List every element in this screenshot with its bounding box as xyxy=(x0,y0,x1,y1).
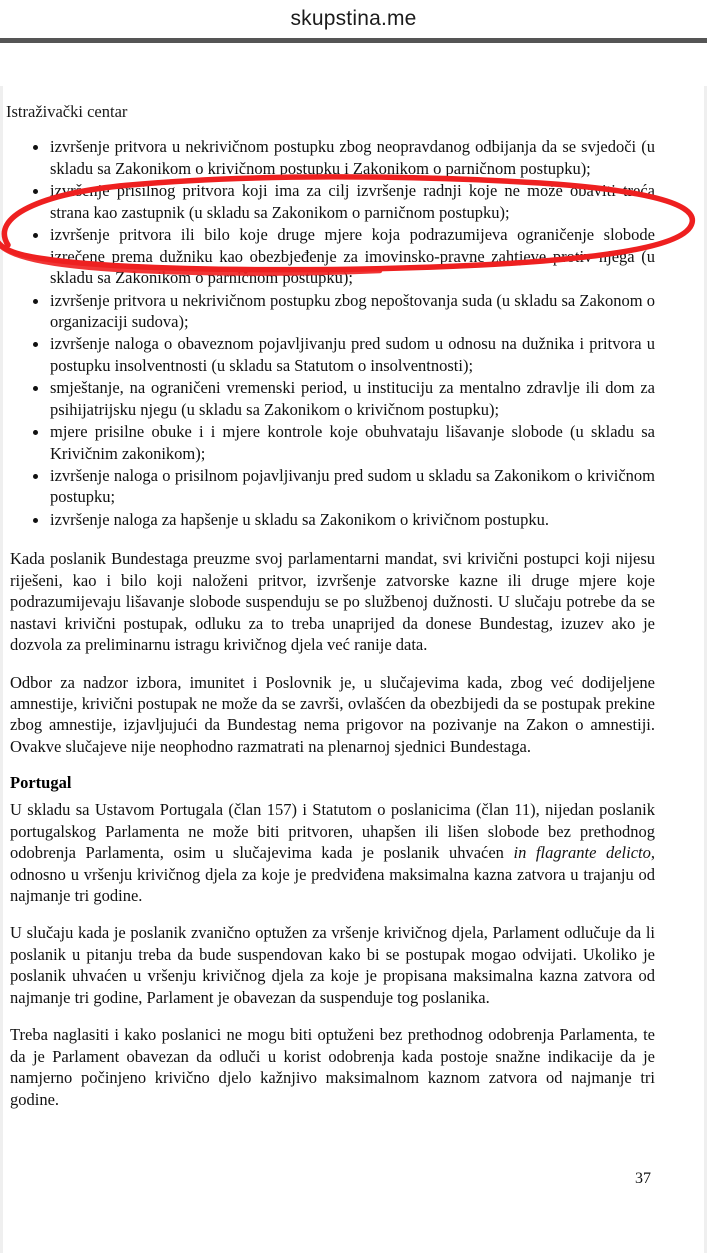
paragraph xyxy=(6,799,697,906)
text-run: , odnosno u vršenju krivičnog djela za koje je predviđena maksimalna kazna zatvora u trajanju od najmanje tri godine. xyxy=(10,843,655,905)
list-item: izvršenje prisilnog pritvora koji ima za cilj izvršenje radnji koje ne može obaviti treća strana kao zastupnik (u skladu sa Zakonikom o parničnom postupku); xyxy=(6,180,697,223)
list-item: smještanje, na ograničeni vremenski period, u instituciju za mentalno zdravlje ili dom za psihijatrijsku njegu (u skladu sa Zakonikom o krivičnom postupku); xyxy=(6,377,697,420)
italic-phrase: in flagrante delicto xyxy=(513,843,651,863)
browser-title-bar xyxy=(0,0,707,38)
running-header: Istraživački centar xyxy=(6,102,128,121)
list-item: izvršenje pritvora u nekrivičnom postupku zbog nepoštovanja suda (u skladu sa Zakonom o organizaciji sudova); xyxy=(6,290,697,333)
list-item: izvršenje naloga za hapšenje u skladu sa Zakonikom o krivičnom postupku. xyxy=(6,509,697,530)
paragraph xyxy=(6,922,697,1008)
paragraph: Odbor za nadzor izbora, imunitet i Poslovnik je, u slučajevima kada, zbog već dodijeljene amnestije, krivični postupak ne može da se završi, ovlašćen da obezbijedi da se postupak prekine zbog amnestije, izjavljujući da Bundestag nema prigovor na pozivanje na Zakon o amnestiji. Ovakve slučajeve nije neophodno razmatrati na plenarnoj sjednici Bundestaga. xyxy=(10,672,655,756)
list-item: izvršenje naloga o obaveznom pojavljivanju pred sudom u odnosu na dužnika i pritvora u postupku insolventnosti (u skladu sa Statutom o insolventnosti); xyxy=(6,333,697,376)
text-run: Treba naglasiti i kako poslanici ne mogu biti optuženi bez prethodnog odobrenja Parlamenta, te da je Parlament obavezan da odluči u korist odobrenja kada postoje snažne indikacije da je namjerno počinjeno krivično djelo kažnjivo maksimalnom kaznom zatvora od najmanje tri godine. xyxy=(10,1025,655,1109)
paragraph xyxy=(6,1024,697,1110)
document-page xyxy=(0,43,707,1210)
list-item: izvršenje pritvora u nekrivičnom postupku zbog neopravdanog odbijanja da se svjedoči (u skladu sa Zakonikom o krivičnom postupku i Zakonikom o parničnom postupku); xyxy=(6,136,697,179)
page-number: 37 xyxy=(635,1170,651,1187)
document-body xyxy=(0,101,707,1126)
paragraph: Kada poslanik Bundestaga preuzme svoj parlamentarni mandat, svi krivični postupci koji nijesu riješeni, kao i bilo koji naloženi pritvor, izvršenje zatvorske kazne ili druge mjere koje podrazumijevaju lišavanje slobode suspenduju se po službenoj dužnosti. U slučaju potrebe da se nastavi krivični postupak, odluku za to treba unaprijed da donese Bundestag, izuzev ako je dozvola za preliminarnu istragu krivičnog djela već ranije data. xyxy=(10,549,655,655)
list-item: izvršenje pritvora ili bilo koje druge mjere koja podrazumijeva ograničenje slobode izrečene prema dužniku kao obezbjeđenje za imovinsko-pravne zahtjeve protiv njega (u skladu sa Zakonikom o parničnom postupku); xyxy=(6,224,697,288)
text-run: U slučaju kada je poslanik zvanično optužen za vršenje krivičnog djela, Parlament odlučuje da li poslanik u pitanju treba da bude suspendovan kako bi se postupak mogao odvijati. Ukoliko je poslanik uhvaćen u vršenju krivičnog djela za koje je propisana maksimalna kazna zatvora od najmanje tri godine, Parlament je obavezan da suspenduje tog poslanika. xyxy=(10,923,655,1007)
site-title: skupstina.me xyxy=(290,7,417,30)
text-run: U skladu sa Ustavom Portugala (član 157) i Statutom o poslanicima (član 11), nijedan poslanik portugalskog Parlamenta ne može biti pritvoren, uhapšen ili lišen slobode bez prethodnog odobrenja Parlamenta, osim u slučajevima kada je poslanik uhvaćen xyxy=(10,800,655,863)
bullet-list xyxy=(6,136,697,530)
section-heading: Portugal xyxy=(10,773,72,793)
list-item: mjere prisilne obuke i i mjere kontrole koje obuhvataju lišavanje slobode (u skladu sa Krivičnim zakonikom); xyxy=(6,421,697,464)
list-item: izvršenje naloga o prisilnom pojavljivanju pred sudom u skladu sa Zakonikom o krivičnom postupku; xyxy=(6,465,697,508)
